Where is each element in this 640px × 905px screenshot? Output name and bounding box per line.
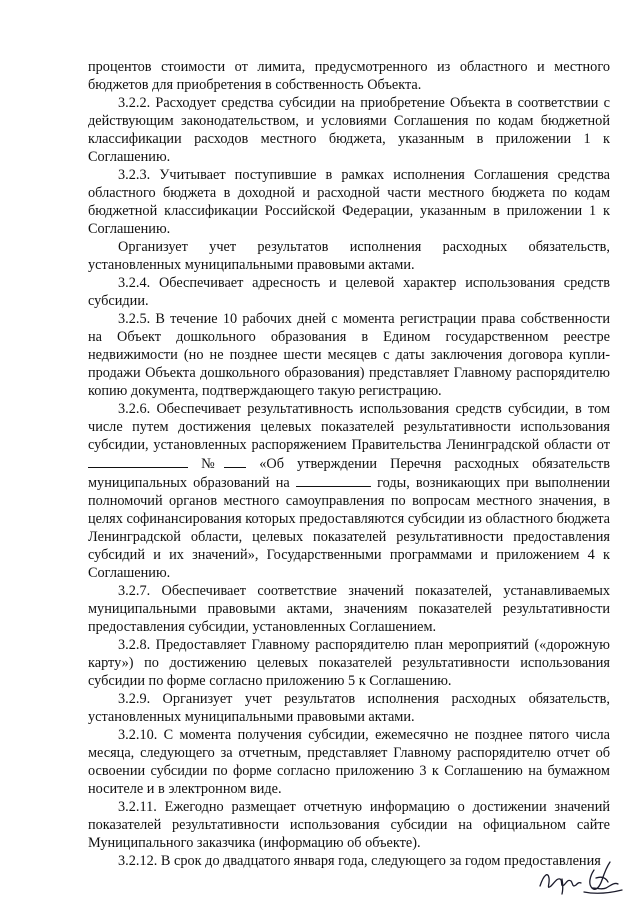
paragraph-3-2-2: 3.2.2. Расходует средства субсидии на приобретение Объекта в соответствии с действующим законодательством, и условиями Соглашения по кодам бюджетной классификации расходов местного бюджета, указанным в приложении 1 к Соглашению. bbox=[88, 95, 610, 165]
number-sign: № bbox=[201, 456, 225, 472]
paragraph-3-2-6-part-d: годы, возникающих при выполнении полномочий органов местного самоуправления по вопросам местного значения, в целях софинансирования которых предоставляются субсидии из областного бюджета Ленинградской области, целевых показателей результативности предоставления субсидий и их значений», Государственными программами и приложением 4 к Соглашению. bbox=[88, 475, 611, 581]
paragraph-3-2-5: 3.2.5. В течение 10 рабочих дней с момента регистрации права собственности на Объект дошкольного образования в Едином государственном реестре недвижимости (но не позднее шести месяцев с даты заключения договора купли-продажи Объекта дошкольного образования) представляет Главному распорядителю копию документа, подтверждающего такую регистрацию. bbox=[88, 311, 610, 399]
blank-date-line bbox=[88, 454, 188, 468]
paragraph-3-2-12: 3.2.12. В срок до двадцатого января года, следующего за годом предоставления bbox=[118, 853, 601, 869]
document-body bbox=[88, 58, 610, 870]
paragraph-3-2-10: 3.2.10. С момента получения субсидии, ежемесячно не позднее пятого числа месяца, следующего за отчетным, представляет Главному распорядителю отчет об освоении субсидии по форме согласно приложению 3 к Соглашению на бумажном носителе и в электронном виде. bbox=[88, 727, 610, 797]
paragraph-3-2-6 bbox=[88, 400, 610, 582]
paragraph-3-2-6-part-a: 3.2.6. Обеспечивает результативность использования средств субсидии, в том числе путем достижения целевых показателей результативности использования субсидии, установленных распоряжением Правительства Ленинградской области от bbox=[88, 401, 610, 453]
paragraph-3-2-9: 3.2.9. Организует учет результатов исполнения расходных обязательств, установленных муниципальными правовыми актами. bbox=[88, 691, 610, 725]
paragraph-3-2-7: 3.2.7. Обеспечивает соответствие значений показателей, устанавливаемых муниципальными правовыми актами, значениям показателей результативности предоставления субсидии, установленных Соглашением. bbox=[88, 583, 610, 635]
paragraph-3-2-4: 3.2.4. Обеспечивает адресность и целевой характер использования средств субсидии. bbox=[88, 275, 610, 309]
paragraph-continuation: процентов стоимости от лимита, предусмотренного из областного и местного бюджетов для приобретения в собственность Объекта. bbox=[88, 59, 610, 93]
handwritten-initials-signature bbox=[536, 852, 636, 898]
blank-years-line bbox=[296, 473, 371, 487]
paragraph-3-2-3: 3.2.3. Учитывает поступившие в рамках исполнения Соглашения средства областного бюджета в доходной и расходной части местного бюджета по кодам бюджетной классификации Российской Федерации, указанным в приложении 1 к Соглашению. bbox=[88, 167, 610, 237]
paragraph-organizes-accounting: Организует учет результатов исполнения расходных обязательств, установленных муниципальными правовыми актами. bbox=[88, 239, 610, 273]
paragraph-3-2-11: 3.2.11. Ежегодно размещает отчетную информацию о достижении значений показателей результативности использования субсидии на официальном сайте Муниципального заказчика (информацию об объекте). bbox=[88, 799, 610, 851]
blank-number-line bbox=[224, 454, 246, 468]
paragraph-3-2-8: 3.2.8. Предоставляет Главному распорядителю план мероприятий («дорожную карту») по достижению целевых показателей результативности использования субсидии по форме согласно приложению 5 к Соглашению. bbox=[88, 637, 610, 689]
paragraph-3-2-6-part-c: «Об утверждении Перечня расходных обязательств муниципальных образований на bbox=[88, 456, 610, 491]
